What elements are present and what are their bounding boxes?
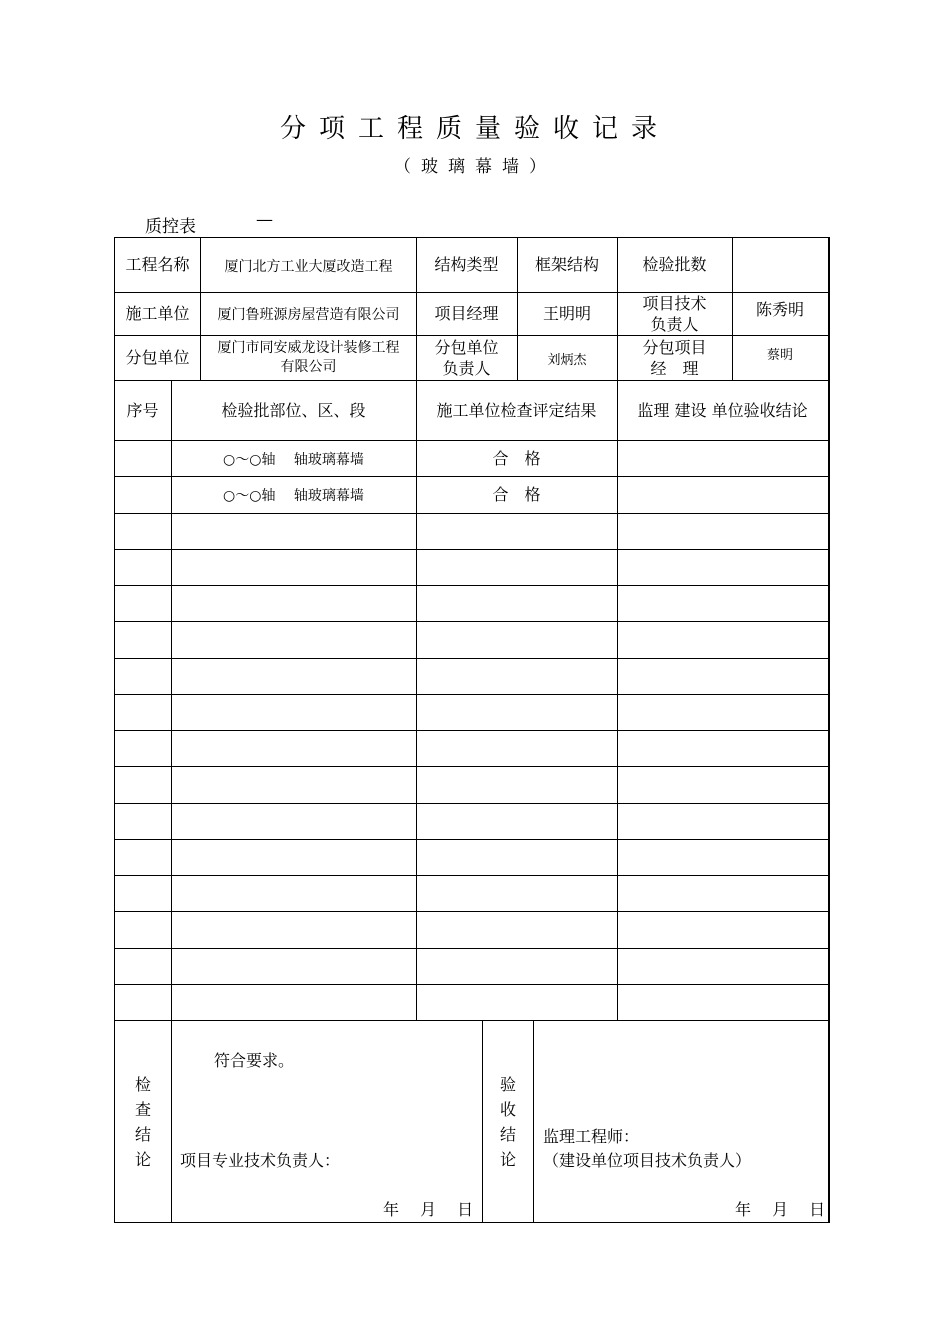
- row-location: [171, 696, 416, 732]
- row-conclusion: [617, 730, 828, 766]
- row-seq: [114, 730, 171, 766]
- batch-count-label: 检验批数: [642, 255, 707, 274]
- table-line: [171, 1020, 172, 1222]
- sub-lead-label-line1: 分包单位: [434, 337, 499, 357]
- accept-label-char: 论: [499, 1150, 516, 1169]
- table-border-bottom: [114, 1222, 829, 1223]
- contractor-result-header: 施工单位检查评定结果: [436, 400, 597, 420]
- row-location: [171, 660, 416, 696]
- row-result: [416, 730, 617, 766]
- row-result: [416, 549, 617, 585]
- accept-signer-note: （建设单位项目技术负责人）: [543, 1151, 752, 1170]
- row-seq: [114, 948, 171, 984]
- row-result: [416, 839, 617, 875]
- check-label-char: 结: [134, 1125, 151, 1144]
- row-seq: [114, 621, 171, 657]
- row-conclusion: [617, 839, 828, 875]
- accept-label-char: 收: [499, 1100, 516, 1119]
- tech-lead-label-line1: 项目技术: [642, 293, 707, 313]
- row-seq: [114, 694, 171, 730]
- row-conclusion: [617, 948, 828, 984]
- batch-count: [732, 237, 828, 292]
- row-result: [416, 621, 617, 657]
- page-title: 分项工程质量验收记录: [279, 114, 670, 144]
- tech-lead: 陈秀明: [755, 300, 804, 319]
- page-subtitle: （玻璃幕墙）: [394, 157, 556, 177]
- pm: 王明明: [542, 304, 591, 323]
- accept-conclusion-label: [498, 1072, 518, 1172]
- project-name: 厦门北方工业大厦改造工程: [224, 259, 393, 275]
- row-location: [171, 913, 416, 949]
- row-conclusion: [617, 549, 828, 585]
- row-seq: [114, 839, 171, 875]
- row-conclusion: [617, 658, 828, 694]
- check-signer: 项目专业技术负责人：: [180, 1151, 341, 1170]
- row-conclusion: [617, 621, 828, 657]
- check-text: 符合要求。: [214, 1051, 295, 1070]
- row-location: ○～○轴 轴玻璃幕墙: [223, 487, 364, 504]
- accept-date: 年 月 日: [735, 1200, 826, 1219]
- row-location: [171, 623, 416, 659]
- row-result: [416, 911, 617, 947]
- row-conclusion: [617, 911, 828, 947]
- row-conclusion: [617, 984, 828, 1020]
- row-location: [171, 587, 416, 623]
- row-location: [171, 805, 416, 841]
- subcontractor-line2: 有限公司: [280, 358, 337, 375]
- sub-lead: 刘炳杰: [547, 353, 587, 368]
- row-seq: [114, 549, 171, 585]
- row-result: [416, 585, 617, 621]
- location-header: 检验批部位、区、段: [221, 400, 366, 420]
- table-line: [533, 1020, 534, 1222]
- contractor: 厦门鲁班源房屋营造有限公司: [217, 307, 400, 323]
- check-conclusion-label: [133, 1072, 153, 1172]
- structure-type-label: 结构类型: [434, 255, 499, 274]
- row-conclusion: [617, 440, 828, 476]
- tech-lead-label-line2: 负责人: [650, 314, 699, 334]
- row-seq: [114, 658, 171, 694]
- row-result: [416, 766, 617, 802]
- seq-header: 序号: [126, 400, 159, 420]
- row-result: [416, 513, 617, 549]
- accept-signer: 监理工程师：: [543, 1127, 640, 1146]
- supervisor-result-header: 监理 建设 单位验收结论: [637, 400, 808, 420]
- row-conclusion: [617, 803, 828, 839]
- row-seq: [114, 911, 171, 947]
- accept-label-char: 验: [499, 1075, 516, 1094]
- row-location: [171, 768, 416, 804]
- check-label-char: 查: [134, 1100, 151, 1119]
- form-code-label: 质控表: [145, 217, 196, 237]
- check-label-char: 论: [134, 1150, 151, 1169]
- row-seq: [114, 803, 171, 839]
- subcontractor-label: 分包单位: [125, 348, 190, 367]
- row-seq: [114, 440, 171, 476]
- row-result: [416, 948, 617, 984]
- row-location: [171, 950, 416, 986]
- contractor-label: 施工单位: [125, 304, 190, 323]
- project-name-label: 工程名称: [125, 255, 190, 274]
- row-seq: [114, 984, 171, 1020]
- row-location: [171, 877, 416, 913]
- row-location: [171, 551, 416, 587]
- sub-pm-label-line1: 分包项目: [642, 337, 707, 357]
- row-conclusion: [617, 694, 828, 730]
- row-seq: [114, 476, 171, 512]
- sub-lead-label-line2: 负责人: [442, 358, 491, 378]
- row-location: [171, 732, 416, 768]
- row-location: [171, 986, 416, 1022]
- table-border-right: [828, 237, 830, 1223]
- row-conclusion: [617, 766, 828, 802]
- structure-type: 框架结构: [534, 255, 599, 274]
- row-seq: [114, 766, 171, 802]
- row-conclusion: [617, 875, 828, 911]
- row-location: [171, 515, 416, 551]
- sub-lead-label: [416, 335, 517, 380]
- row-seq: [114, 875, 171, 911]
- row-result: [416, 694, 617, 730]
- row-conclusion: [617, 585, 828, 621]
- tech-lead-label: [617, 292, 732, 335]
- row-conclusion: [617, 513, 828, 549]
- sub-pm-label: [617, 335, 732, 380]
- row-result: [416, 658, 617, 694]
- check-label-char: 检: [134, 1075, 151, 1094]
- check-date: 年 月 日: [383, 1200, 474, 1219]
- table-line: [482, 1020, 483, 1222]
- accept-label-char: 结: [499, 1125, 516, 1144]
- sub-pm-label-line2: 经 理: [650, 358, 699, 378]
- row-seq: [114, 585, 171, 621]
- row-seq: [114, 513, 171, 549]
- row-result: 合 格: [492, 448, 541, 468]
- subcontractor-line1: 厦门市同安威龙设计装修工程: [217, 339, 400, 356]
- row-result: [416, 803, 617, 839]
- pm-label: 项目经理: [434, 304, 499, 323]
- subcontractor: [200, 335, 417, 380]
- row-result: [416, 984, 617, 1020]
- row-conclusion: [617, 476, 828, 512]
- row-location: ○～○轴 轴玻璃幕墙: [223, 451, 364, 468]
- sub-pm: 蔡明: [766, 348, 793, 363]
- form-code-value: —: [256, 210, 273, 230]
- row-result: [416, 875, 617, 911]
- row-location: [171, 841, 416, 877]
- row-result: 合 格: [492, 484, 541, 504]
